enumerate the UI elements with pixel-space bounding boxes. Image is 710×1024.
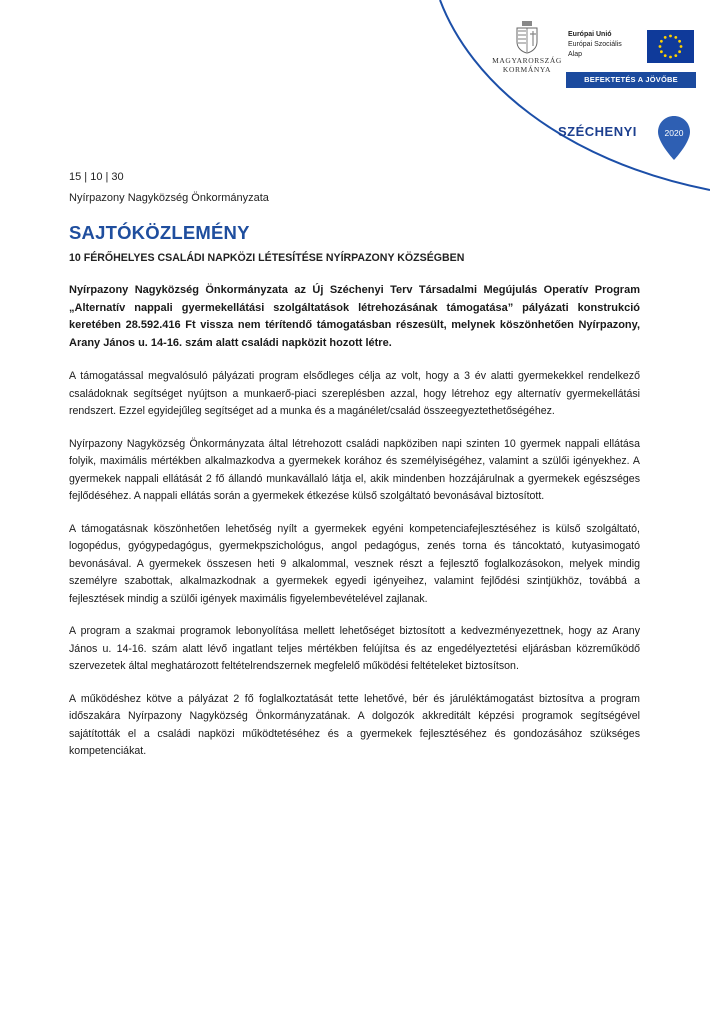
lead-paragraph: Nyírpazony Nagyközség Önkormányzata az Új Széchenyi Terv Társadalmi Megújulás Operatív Program „Alternatív nappali gyermekellátási szolgáltatások létrehozásának támogatása” pályázati konstrukció keretében 28.592.416 Ft vissza nem térítendő támogatásban részesült, melynek köszönhetően Nyírpazony, Arany János u. 14-16. szám alatt családi napközit hozott létre. (69, 284, 640, 349)
document-meta (69, 167, 269, 209)
reference-number: 15 | 10 | 30 (69, 171, 124, 183)
body-paragraph: A program a szakmai programok lebonyolítása mellett lehetőséget biztosított a kedvezményezettnek, hogy az Arany János u. 14-16. szám alatt lévő ingatlant teljes mértékben felújítsa és az engedélyeztetési eljárásban közreműködő szervezetek által meghatározott feltételrendszernek megfelelő működési feltételeket biztosítson. (69, 625, 640, 672)
eu-banner: BEFEKTETÉS A JÖVŐBE (566, 72, 696, 88)
document-body (69, 282, 640, 776)
eu-line2: Európai Szociális (568, 41, 622, 48)
body-paragraph: A támogatásnak köszönhetően lehetőség nyílt a gyermekek egyéni kompetenciafejlesztéséhez is külső szolgáltató, logopédus, gyógypedagógus, gyermekpszichológus, angol pedagógus, zenés torna és táncoktató, kutyasimogató bevonásával. A gyermekek összesen heti 9 alkalommal, vesznek részt a fejlesztő foglalkozásokon, melyek mindig személyre szabottak, alkalmazkodnak a gyermekek egyedi igényeihez, valamint fejlődési szintjükhöz, továbbá a fejlesztések mindig a szülői igények maximális figyelembevételével zajlanak. (69, 522, 640, 605)
body-paragraph: A támogatással megvalósuló pályázati program elsődleges célja az volt, hogy a 3 év alatti gyermekekkel rendelkező családoknak segítséget nyújtson a munkaerő-piaci szereplésben azzal, hogy létrehoz egy alternatív gyermekellátási rendszert. Ezzel egyidejűleg segítséget ad a munka és a magánélet/család összeegyeztethetőségéhez. (69, 370, 640, 417)
body-paragraph: A működéshez kötve a pályázat 2 fő foglalkoztatását tette lehetővé, bér és járuléktámogatást biztosítva a program időszakára Nyírpazony Nagyközség Önkormányzatának. A dolgozók akkreditált képzési programok segítségével sajátították el a családi napközi működtetéséhez és a gyermekek fejlesztéséhez és gondozásához szükséges kompetenciákat. (69, 692, 640, 757)
szechenyi-year: 2020 (664, 128, 684, 138)
eu-logo-block (566, 28, 696, 90)
gov-name-line2: KORMÁNYA (502, 65, 552, 74)
eu-flag-icon (647, 30, 694, 63)
szechenyi-2020-logo (558, 114, 698, 164)
body-paragraph: Nyírpazony Nagyközség Önkormányzata által létrehozott családi napköziben napi szinten 10 gyermek nappali ellátása folyik, maximális mértékben alkalmazkodva a gyermekek korához és személyiségéhez, valamint a szülői igényekhez. A gyermekek nappali ellátását 2 fő állandó munkavállaló látja el, akik mindenben hozzájárulnak a gyermekek egészséges fejlődéséhez. A nappali ellátás során a gyermekek étkezése külső szolgáltató bevonásával biztosított. (69, 437, 640, 502)
page-title: SAJTÓKÖZLEMÉNY (69, 222, 250, 243)
organization-name: Nyírpazony Nagyközség Önkormányzata (69, 192, 269, 204)
location-pin-icon (656, 114, 692, 162)
page-subtitle: 10 FÉRŐHELYES CSALÁDI NAPKÖZI LÉTESÍTÉSE NYÍRPAZONY KÖZSÉGBEN (69, 252, 465, 264)
hungarian-government-logo (484, 20, 570, 74)
gov-name-line1: MAGYARORSZÁG (492, 56, 562, 65)
eu-line1: Európai Unió (568, 31, 612, 38)
coat-of-arms-icon (515, 20, 539, 54)
szechenyi-label: SZÉCHENYI (558, 124, 637, 139)
eu-line3: Alap (568, 51, 583, 58)
